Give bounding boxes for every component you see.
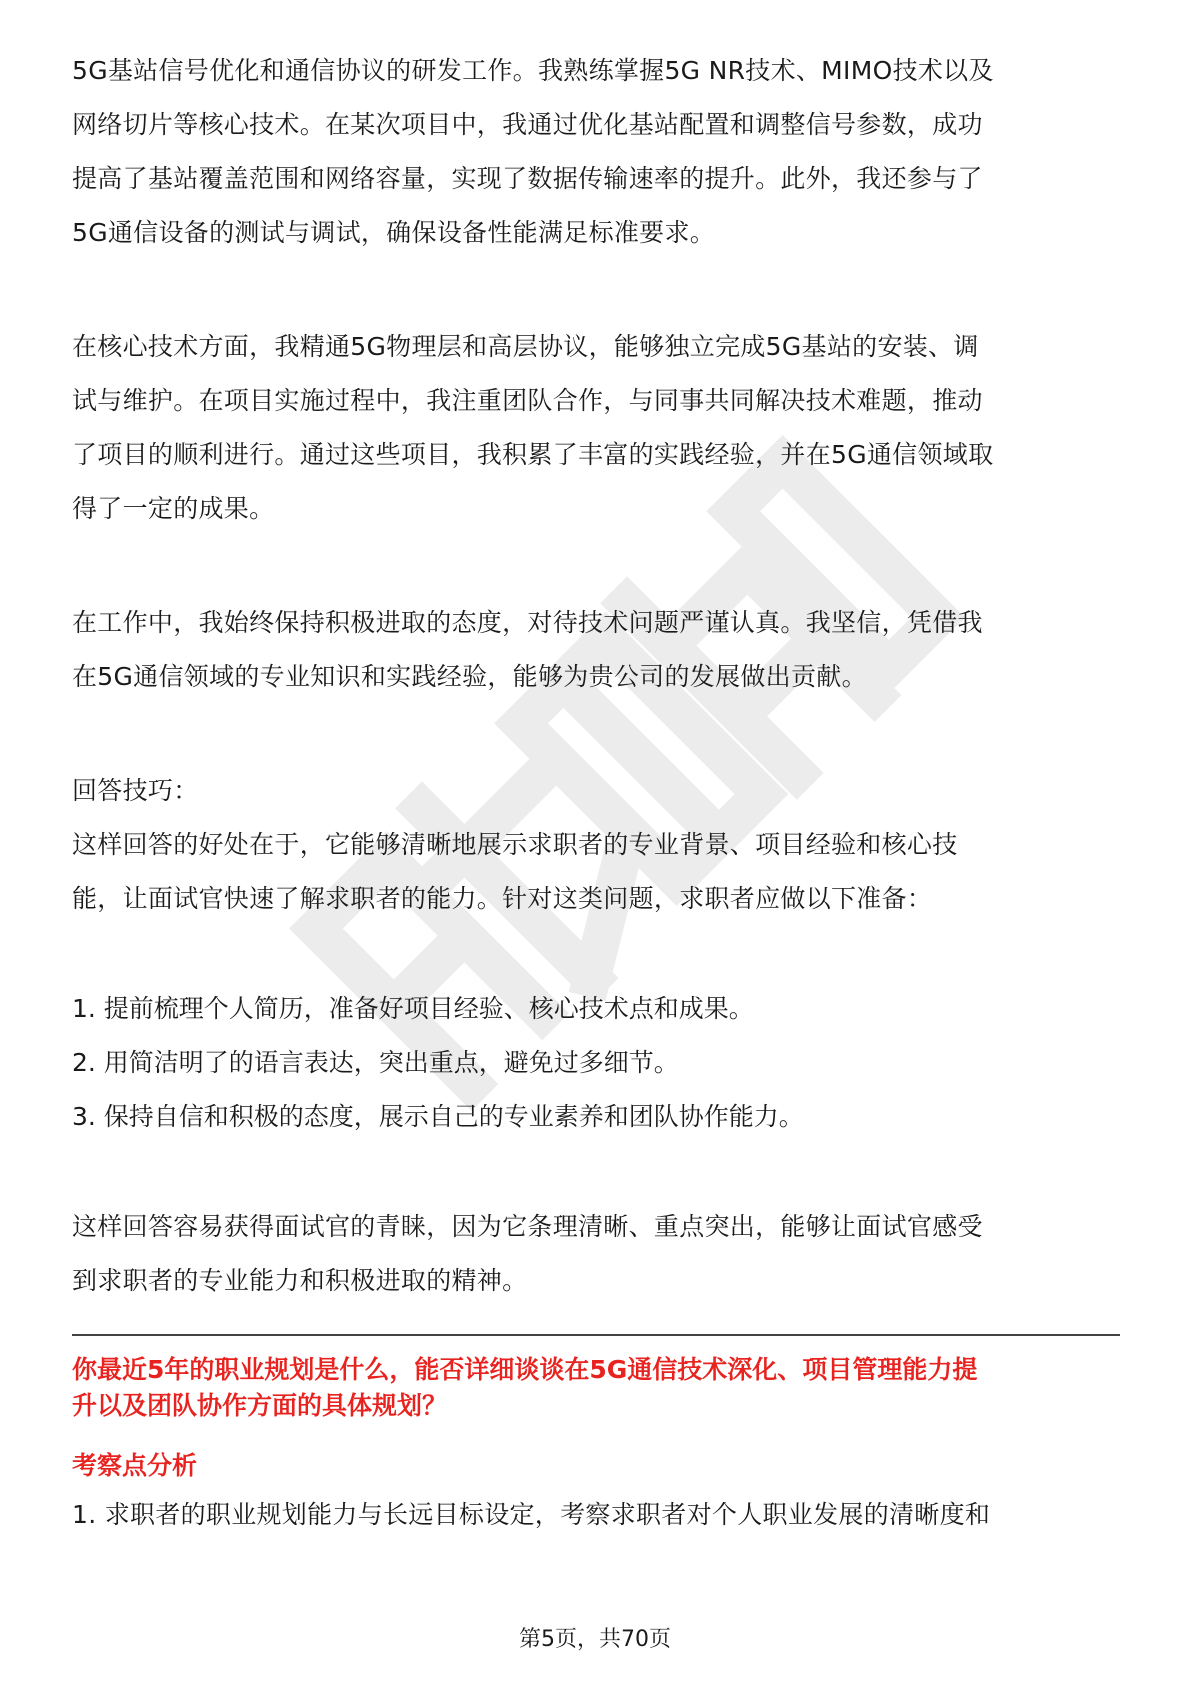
list-item: 2. 用简洁明了的语言表达，突出重点，避免过多细节。 [72, 1048, 679, 1077]
text-line: 试与维护。在项目实施过程中，我注重团队合作，与同事共同解决技术难题，推动 [72, 386, 983, 415]
list-item: 1. 提前梳理个人简历，准备好项目经验、核心技术点和成果。 [72, 994, 754, 1023]
text-line: 了项目的顺利进行。通过这些项目，我积累了丰富的实践经验，并在5G通信领域取 [72, 440, 994, 469]
tips-heading: 回答技巧： [72, 776, 199, 805]
text-line: 得了一定的成果。 [72, 494, 275, 523]
text-line: 能，让面试官快速了解求职者的能力。针对这类问题，求职者应做以下准备： [72, 884, 933, 913]
paragraph-work-experience [72, 44, 1120, 260]
text-line: 5G通信设备的测试与调试，确保设备性能满足标准要求。 [72, 218, 716, 247]
text-line: 5G基站信号优化和通信协议的研发工作。我熟练掌握5G NR技术、MIMO技术以及 [72, 56, 994, 85]
text-line: 网络切片等核心技术。在某次项目中，我通过优化基站配置和调整信号参数，成功 [72, 110, 983, 139]
text-line: 在工作中，我始终保持积极进取的态度，对待技术问题严谨认真。我坚信，凭借我 [72, 608, 983, 637]
page-content [72, 44, 1120, 1542]
analysis-item: 1. 求职者的职业规划能力与长远目标设定，考察求职者对个人职业发展的清晰度和 [72, 1500, 991, 1529]
list-item: 3. 保持自信和积极的态度，展示自己的专业素养和团队协作能力。 [72, 1102, 804, 1131]
tips-list [72, 982, 1120, 1144]
text-line: 这样回答容易获得面试官的青睐，因为它条理清晰、重点突出，能够让面试官感受 [72, 1212, 983, 1241]
next-question [72, 1352, 1120, 1424]
text-line: 这样回答的好处在于，它能够清晰地展示求职者的专业背景、项目经验和核心技 [72, 830, 958, 859]
text-line: 到求职者的专业能力和积极进取的精神。 [72, 1266, 528, 1295]
analysis-title: 考察点分析 [72, 1451, 198, 1480]
paragraph-core-technology [72, 320, 1120, 536]
paragraph-conclusion [72, 1200, 1120, 1308]
paragraph-attitude [72, 596, 1120, 704]
question-line: 你最近5年的职业规划是什么，能否详细谈谈在5G通信技术深化、项目管理能力提 [72, 1355, 978, 1384]
text-line: 在核心技术方面，我精通5G物理层和高层协议，能够独立完成5G基站的安装、调 [72, 332, 979, 361]
text-line: 在5G通信领域的专业知识和实践经验，能够为贵公司的发展做出贡献。 [72, 662, 867, 691]
page-number: 第5页，共70页 [519, 1627, 671, 1652]
text-line: 提高了基站覆盖范围和网络容量，实现了数据传输速率的提升。此外，我还参与了 [72, 164, 983, 193]
question-line: 升以及团队协作方面的具体规划？ [72, 1391, 448, 1420]
section-divider [72, 1334, 1120, 1336]
paragraph-tips [72, 818, 1120, 926]
